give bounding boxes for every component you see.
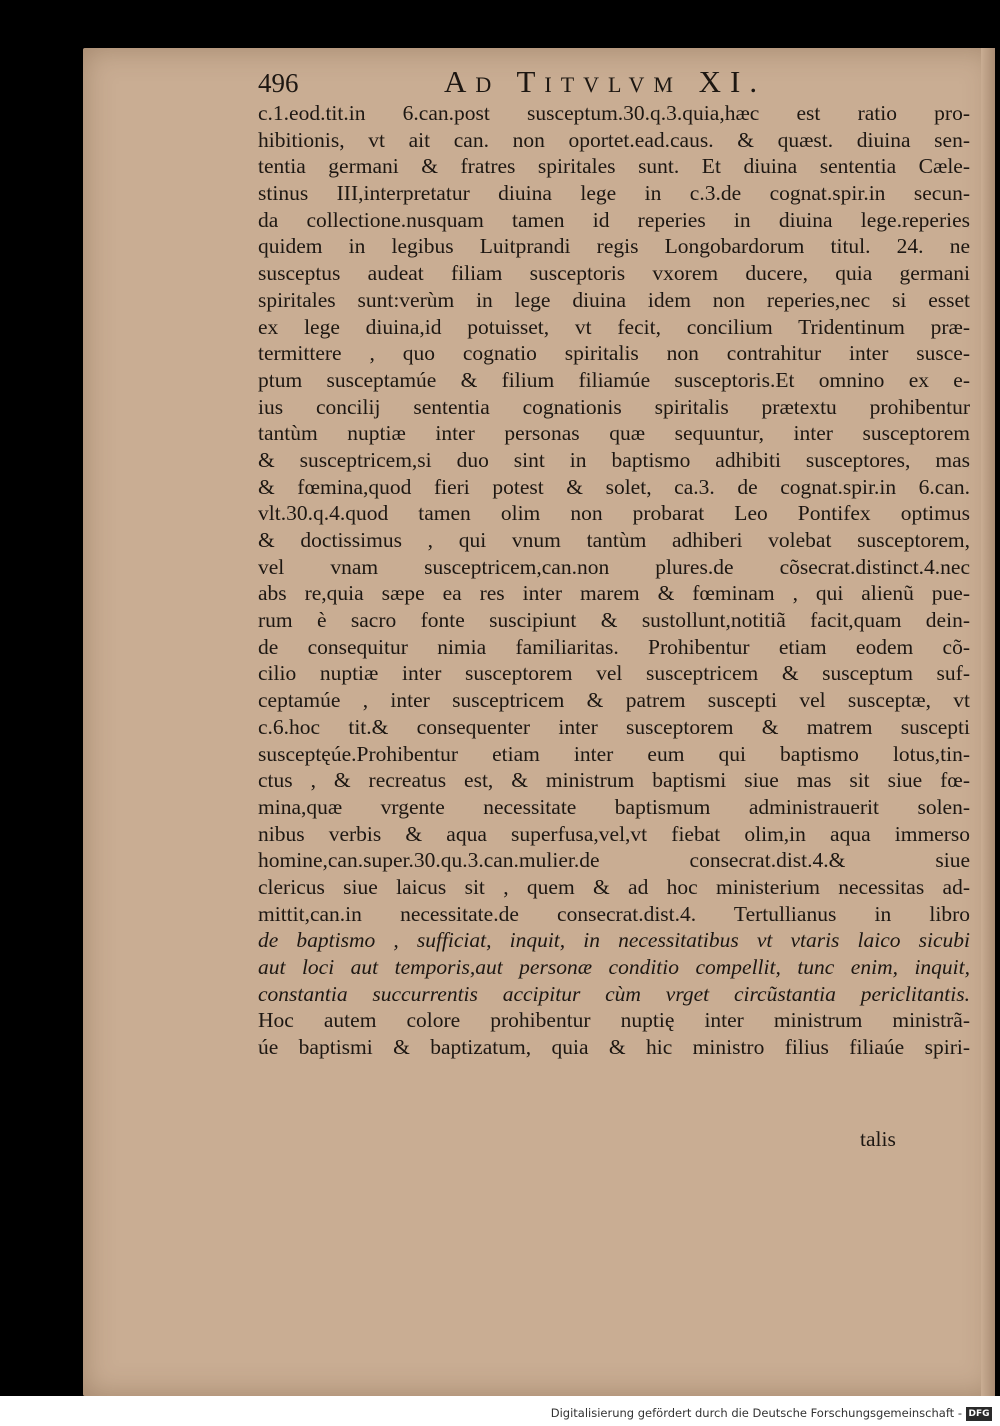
body-text — [258, 100, 970, 1061]
text-line: de baptismo , sufficiat, inquit, in necessitatibus vt vtaris laico sicubi — [258, 928, 970, 953]
running-head — [258, 62, 858, 102]
text-line: c.1.eod.tit.in 6.can.post susceptum.30.q.3.quia,hæc est ratio pro- — [258, 101, 970, 125]
text-line: c.6.hoc tit.& consequenter inter susceptorem & matrem suscepti — [258, 714, 970, 739]
text-line: tantùm nuptiæ inter personas quæ sequuntur, inter susceptorem — [258, 421, 970, 446]
dfg-logo-icon: DFG — [966, 1407, 992, 1421]
text-line: úe baptismi & baptizatum, quia & hic ministro filius filiaúe spiri- — [258, 1035, 970, 1060]
text-line: abs re,quia sæpe ea res inter marem & fœminam , qui alienũ pue- — [258, 581, 970, 606]
text-line: mina,quæ vrgente necessitate baptismum administrauerit solen- — [258, 794, 970, 819]
text-line: rum è sacro fonte suscipiunt & sustollunt,notitiã facit,quam dein- — [258, 608, 970, 633]
text-line: susceptęúe.Prohibentur etiam inter eum qui baptismo lotus,tin- — [258, 741, 970, 766]
text-line: Hoc autem colore prohibentur nuptię inter ministrum ministrã- — [258, 1008, 970, 1033]
text-line: da collectione.nusquam tamen id reperies in diuina lege.reperies — [258, 207, 970, 232]
text-line: aut loci aut temporis,aut personæ conditio compellit, tunc enim, inquit, — [258, 955, 970, 979]
footer-bar — [0, 1396, 1000, 1426]
text-line: termittere , quo cognatio spiritalis non contrahitur inter susce- — [258, 341, 970, 366]
text-line: vlt.30.q.4.quod tamen olim non probarat Leo Pontifex optimus — [258, 501, 970, 526]
text-line: de consequitur nimia familiaritas. Prohibentur etiam eodem cõ- — [258, 634, 970, 659]
text-line: susceptus audeat filiam susceptoris vxorem ducere, quia germani — [258, 261, 970, 286]
text-line: ctus , & recreatus est, & ministrum baptismi siue mas sit siue fœ- — [258, 768, 970, 793]
text-line: vel vnam susceptricem,can.non plures.de cõsecrat.distinct.4.nec — [258, 554, 970, 579]
text-line: constantia succurrentis accipitur cùm vrget circũstantia periclitantis. — [258, 981, 970, 1006]
text-line: ptum susceptamúe & filium filiamúe susceptoris.Et omnino ex e- — [258, 367, 970, 392]
page-edge-shadow — [981, 48, 995, 1396]
text-line: tentia germani & fratres spiritales sunt. Et diuina sententia Cæle- — [258, 154, 970, 179]
text-line: ceptamúe , inter susceptricem & patrem suscepti vel susceptæ, vt — [258, 688, 970, 713]
page-number: 496 — [258, 68, 299, 98]
text-line: stinus III,interpretatur diuina lege in c.3.de cognat.spir.in secun- — [258, 181, 970, 206]
text-line: nibus verbis & aqua superfusa,vel,vt fiebat olim,in aqua immerso — [258, 821, 970, 846]
footer-credit: Digitalisierung gefördert durch die Deutsche Forschungsgemeinschaft - — [550, 1406, 962, 1420]
text-line: & susceptricem,si duo sint in baptismo adhibiti susceptores, mas — [258, 447, 970, 472]
text-line: cilio nuptiæ inter susceptorem vel susceptricem & susceptum suf- — [258, 661, 970, 686]
text-line: hibitionis, vt ait can. non oportet.ead.caus. & quæst. diuina sen- — [258, 127, 970, 152]
running-head-title: Ad Titvlvm XI. — [444, 64, 767, 99]
text-line: & doctissimus , qui vnum tantùm adhiberi volebat susceptorem, — [258, 528, 970, 552]
catchword: talis — [860, 1127, 896, 1151]
text-line: clericus siue laicus sit , quem & ad hoc ministerium necessitas ad- — [258, 874, 970, 899]
text-line: ex lege diuina,id potuisset, vt fecit, concilium Tridentinum præ- — [258, 314, 970, 339]
text-line: & fœmina,quod fieri potest & solet, ca.3. de cognat.spir.in 6.can. — [258, 474, 970, 499]
text-line: spiritales sunt:verùm in lege diuina idem non reperies,nec si esset — [258, 287, 970, 312]
text-line: homine,can.super.30.qu.3.can.mulier.de consecrat.dist.4.& siue — [258, 848, 970, 873]
text-line: ius concilij sententia cognationis spiritalis prætextu prohibentur — [258, 394, 970, 419]
text-line: mittit,can.in necessitate.de consecrat.dist.4. Tertullianus in libro — [258, 901, 970, 926]
text-line: quidem in legibus Luitprandi regis Longobardorum titul. 24. ne — [258, 234, 970, 259]
